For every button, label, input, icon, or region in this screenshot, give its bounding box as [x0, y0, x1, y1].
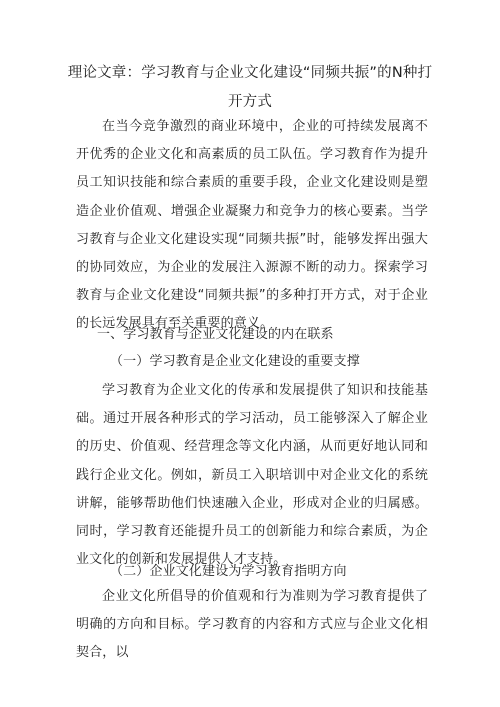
document-title-continued: 开方式 [227, 94, 273, 110]
body-paragraph: 学习教育为企业文化的传承和发展提供了知识和技能基础。通过开展各种形式的学习活动，员工能够深入了解企业的历史、价值观、经营理念等文化内涵，从而更好地认同和践行企业文化。例如，新员工入职培训中对企业文化的系统讲解，能够帮助他们快速融入企业，形成对企业的归属感。同时，学习教育还能提升员工的创新能力和综合素质，为企业文化的创新和发展提供人才支持。 [76, 383, 428, 568]
intro-paragraph: 在当今竞争激烈的商业环境中，企业的可持续发展离不开优秀的企业文化和高素质的员工队伍。学习教育作为提升员工知识技能和综合素质的重要手段，企业文化建设则是塑造企业价值观、增强企业凝聚力和竞争力的核心要素。当学习教育与企业文化建设实现“同频共振”时，能够发挥出强大的协同效应，为企业的发展注入源源不断的动力。探索学习教育与企业文化建设“同频共振”的多种打开方式，对于企业的长远发展具有至关重要的意义。 [76, 119, 428, 332]
body-paragraph: 企业文化所倡导的价值观和行为准则为学习教育提供了明确的方向和目标。学习教育的内容和方式应与企业文化相契合，以 [76, 589, 428, 661]
subsection-heading: （二）企业文化建设为学习教育指明方向 [110, 564, 347, 579]
section-heading: 一、学习教育与企业文化建设的内在联系 [97, 327, 334, 342]
subsection-heading: （一）学习教育是企业文化建设的重要支撑 [110, 354, 360, 369]
document-title: 理论文章：学习教育与企业文化建设“同频共振”的N种打 [67, 65, 433, 81]
